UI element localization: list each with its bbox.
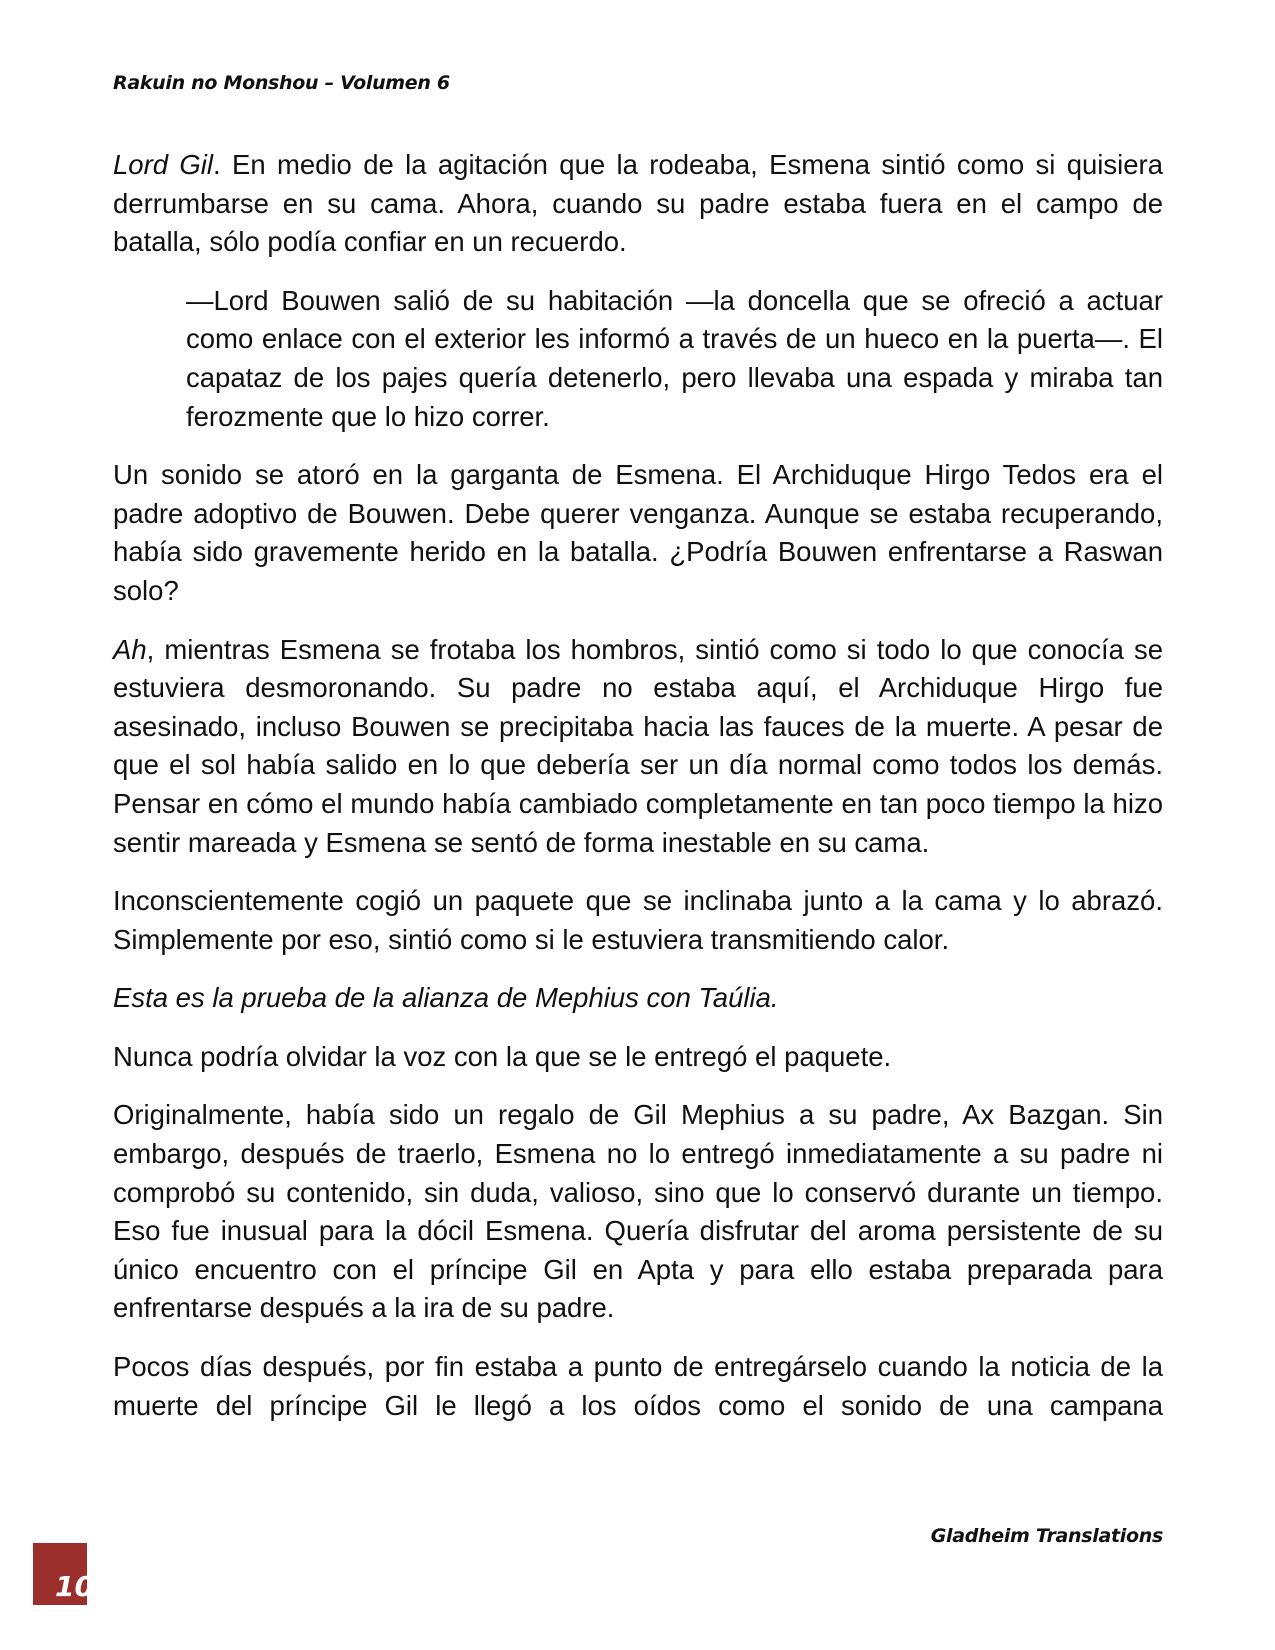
quote-paragraph: —Lord Bouwen salió de su habitación —la doncella que se ofreció a actuar como enlace con el exterior les informó a través de un hueco en la puerta—. El capataz de los pajes quería detenerlo, pero llevaba una espada y miraba tan ferozmente que lo hizo correr. <box>186 284 1163 432</box>
italic-thought: Esta es la prueba de la alianza de Mephius con Taúlia. <box>113 982 779 1014</box>
paragraph-1 <box>113 146 1163 262</box>
paragraph-5: Inconscientemente cogió un paquete que se inclinaba junto a la cama y lo abrazó. Simplemente por eso, sintió como si le estuviera transmitiendo calor. <box>113 885 1163 955</box>
paragraph-7: Nunca podría olvidar la voz con la que se le entregó el paquete. <box>113 1040 892 1072</box>
italic-name: Lord Gil <box>113 149 213 180</box>
paragraph-3: Un sonido se atoró en la garganta de Esmena. El Archiduque Hirgo Tedos era el padre adoptivo de Bouwen. Debe querer venganza. Aunque se estaba recuperando, había sido gravemente herido en la batalla. ¿Podría Bouwen enfrentarse a Raswan solo? <box>113 459 1163 606</box>
paragraph-8: Originalmente, había sido un regalo de Gil Mephius a su padre, Ax Bazgan. Sin embargo, después de traerlo, Esmena no lo entregó inmediatamente a su padre ni comprobó su contenido, sin duda, valioso, sino que lo conservó durante un tiempo. Eso fue inusual para la dócil Esmena. Quería disfrutar del aroma persistente de su único encuentro con el príncipe Gil en Apta y para ello estaba preparada para enfrentarse después a la ira de su padre. <box>113 1099 1163 1324</box>
body-text <box>113 146 1163 1445</box>
page-number: 10 <box>55 1570 94 1603</box>
running-header: Rakuin no Monshou – Volumen 6 <box>113 72 450 94</box>
italic-interjection: Ah <box>113 633 147 665</box>
paragraph-9: Pocos días después, por fin estaba a punto de entregárselo cuando la noticia de la muerte del príncipe Gil le llegó a los oídos como el sonido de una campana <box>113 1351 1163 1421</box>
paragraph-4 <box>113 631 1163 863</box>
paragraph-text: . En medio de la agitación que la rodeaba, Esmena sintió como si quisiera derrumbarse en su cama. Ahora, cuando su padre estaba fuera en el campo de batalla, sólo podía confiar en un recuerdo. <box>113 149 1163 258</box>
page-number-box <box>33 1543 94 1607</box>
footer-credit: Gladheim Translations <box>930 1525 1163 1547</box>
paragraph-text: , mientras Esmena se frotaba los hombros, sintió como si todo lo que conocía se estuviera desmoronando. Su padre no estaba aquí, el Archiduque Hirgo fue asesinado, incluso Bouwen se precipitaba hacia las fauces de la muerte. A pesar de que el sol había salido en lo que debería ser un día normal como todos los demás. Pensar en cómo el mundo había cambiado completamente en tan poco tiempo la hizo sentir mareada y Esmena se sentó de forma inestable en su cama. <box>113 633 1163 858</box>
page-number-rule <box>33 1605 87 1607</box>
